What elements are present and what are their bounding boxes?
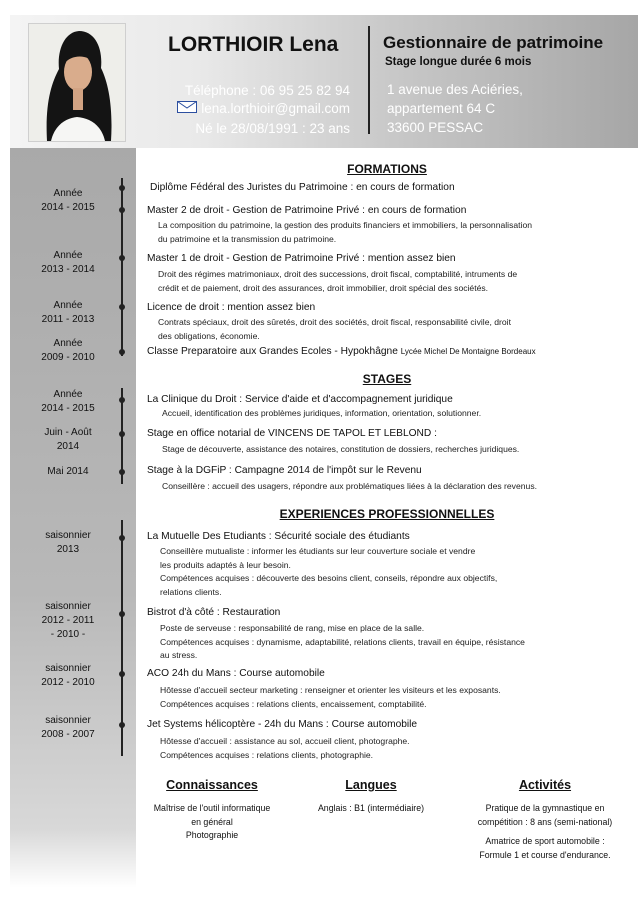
- timeline-dot: [119, 397, 125, 403]
- email-row: [130, 99, 350, 119]
- experience-entry: La Mutuelle Des Etudiants : Sécurité sociale des étudiants: [147, 531, 410, 542]
- timeline-dot: [119, 469, 125, 475]
- stage-year: Juin - Août 2014: [44, 427, 92, 452]
- timeline-dot: [119, 255, 125, 261]
- langues-title: Langues: [345, 778, 397, 792]
- stage-entry: Stage à la DGFiP : Campagne 2014 de l'impôt sur le Revenu: [147, 465, 422, 476]
- experiences-title: EXPERIENCES PROFESSIONNELLES: [279, 507, 495, 521]
- envelope-icon: [177, 99, 197, 119]
- stage-entry: Stage en office notarial de VINCENS DE TAPOL ET LEBLOND :: [147, 428, 437, 439]
- profile-photo: [28, 23, 126, 142]
- address-line-2: appartement 64 C: [387, 101, 496, 116]
- formation-year: Année 2009 - 2010: [41, 338, 95, 363]
- address-line-3: 33600 PESSAC: [387, 120, 484, 135]
- formation-description: Droit des régimes matrimoniaux, droit des successions, droit fiscal, comptabilité, intruments de crédit et de paiement, droit des assurances, droit immobilier, droit spécial des sociétés.: [158, 269, 518, 293]
- formation-year: Année 2011 - 2013: [41, 300, 95, 325]
- stage-year: Mai 2014: [47, 466, 89, 477]
- experience-year: saisonnier 2012 - 2011 - 2010 -: [41, 601, 95, 640]
- experience-entry: ACO 24h du Mans : Course automobile: [147, 668, 325, 679]
- connaissances-text: Maîtrise de l'outil informatique en général Photographie: [153, 803, 271, 840]
- experience-entry: Bistrot d'à côté : Restauration: [147, 607, 281, 618]
- stage-description: Stage de découverte, assistance des notaires, constitution de dossiers, recherches juridiques.: [162, 444, 520, 454]
- formation-description: La composition du patrimoine, la gestion des produits financiers et immobiliers, la personnalisation du patrimoine et la transmission du patrimoine.: [158, 220, 533, 244]
- timeline-dot: [119, 611, 125, 617]
- formations-title: FORMATIONS: [347, 162, 427, 176]
- email-address: lena.lorthioir@gmail.com: [201, 101, 350, 116]
- formation-entry: Diplôme Fédéral des Juristes du Patrimoine : en cours de formation: [150, 182, 455, 193]
- experience-description: Hôtesse d'accueil secteur marketing : renseigner et orienter les visiteurs et les exposants. Compétences acquises : relations clients, encaissement, comptabilité.: [160, 685, 501, 709]
- stage-entry: La Clinique du Droit : Service d'aide et d'accompagnement juridique: [147, 394, 453, 405]
- experience-year: saisonnier 2012 - 2010: [41, 663, 95, 688]
- birth-date: Né le 28/08/1991 : 23 ans: [195, 121, 350, 136]
- stage-year: Année 2014 - 2015: [41, 389, 95, 414]
- timeline-dot: [119, 722, 125, 728]
- job-subtitle: Stage longue durée 6 mois: [385, 56, 532, 68]
- experience-year: saisonnier 2008 - 2007: [41, 715, 95, 740]
- stage-description: Accueil, identification des problèmes juridiques, information, orientation, solutionner.: [162, 408, 482, 418]
- formation-entry: Licence de droit : mention assez bien: [147, 302, 316, 313]
- header-divider: [368, 26, 370, 134]
- experience-description: Poste de serveuse : responsabilité de rang, mise en place de la salle. Compétences acquises : dynamisme, adaptabilité, relations clients, travail en équipe, résistance au stress.: [160, 623, 525, 660]
- activites-title: Activités: [518, 778, 572, 792]
- address-line-1: 1 avenue des Aciéries,: [387, 82, 523, 97]
- timeline-dot: [119, 349, 125, 355]
- timeline-dot: [119, 207, 125, 213]
- timeline-dot: [119, 431, 125, 437]
- timeline-dot: [119, 185, 125, 191]
- formation-year: Année 2014 - 2015: [41, 188, 95, 213]
- candidate-name: LORTHIOIR Lena: [168, 33, 339, 56]
- connaissances-title: Connaissances: [166, 778, 258, 792]
- stages-title: STAGES: [362, 372, 412, 386]
- stage-description: Conseillère : accueil des usagers, répondre aux problématiques liées à la déclaration des revenus.: [162, 481, 537, 491]
- formation-entry: Master 1 de droit - Gestion de Patrimoine Privé : mention assez bien: [147, 253, 456, 264]
- experience-year: saisonnier 2013: [45, 530, 91, 555]
- formation-entry: Classe Preparatoire aux Grandes Ecoles - Hypokhâgne Lycée Michel De Montaigne Bordeaux: [147, 346, 536, 357]
- activites-text: Pratique de la gymnastique en compétition : 8 ans (semi-national) Amatrice de sport automobile : Formule 1 et course d'endurance.: [477, 803, 613, 860]
- langues-text: Anglais : B1 (intermédiaire): [317, 803, 425, 813]
- experience-description: Conseillère mutualiste : informer les étudiants sur leur couverture sociale et vendre les produits adaptés à leur besoin. Compétences acquises : découverte des besoins client, conseils, répondre aux objectifs, relations clients.: [160, 546, 498, 597]
- experience-description: Hôtesse d'accueil : assistance au sol, accueil client, photographe. Compétences acquises : relations clients, photographie.: [160, 736, 410, 760]
- job-title: Gestionnaire de patrimoine: [383, 33, 604, 52]
- formation-entry: Master 2 de droit - Gestion de Patrimoine Privé : en cours de formation: [147, 205, 467, 216]
- phone-number: Téléphone : 06 95 25 82 94: [184, 83, 350, 98]
- experience-entry: Jet Systems hélicoptère - 24h du Mans : Course automobile: [147, 719, 418, 730]
- formation-year: Année 2013 - 2014: [41, 250, 95, 275]
- timeline-dot: [119, 304, 125, 310]
- timeline-dot: [119, 535, 125, 541]
- timeline-dot: [119, 671, 125, 677]
- formation-description: Contrats spéciaux, droit des sûretés, droit des sociétés, droit fiscal, responsabilité civile, droit des obligations, économie.: [158, 317, 511, 341]
